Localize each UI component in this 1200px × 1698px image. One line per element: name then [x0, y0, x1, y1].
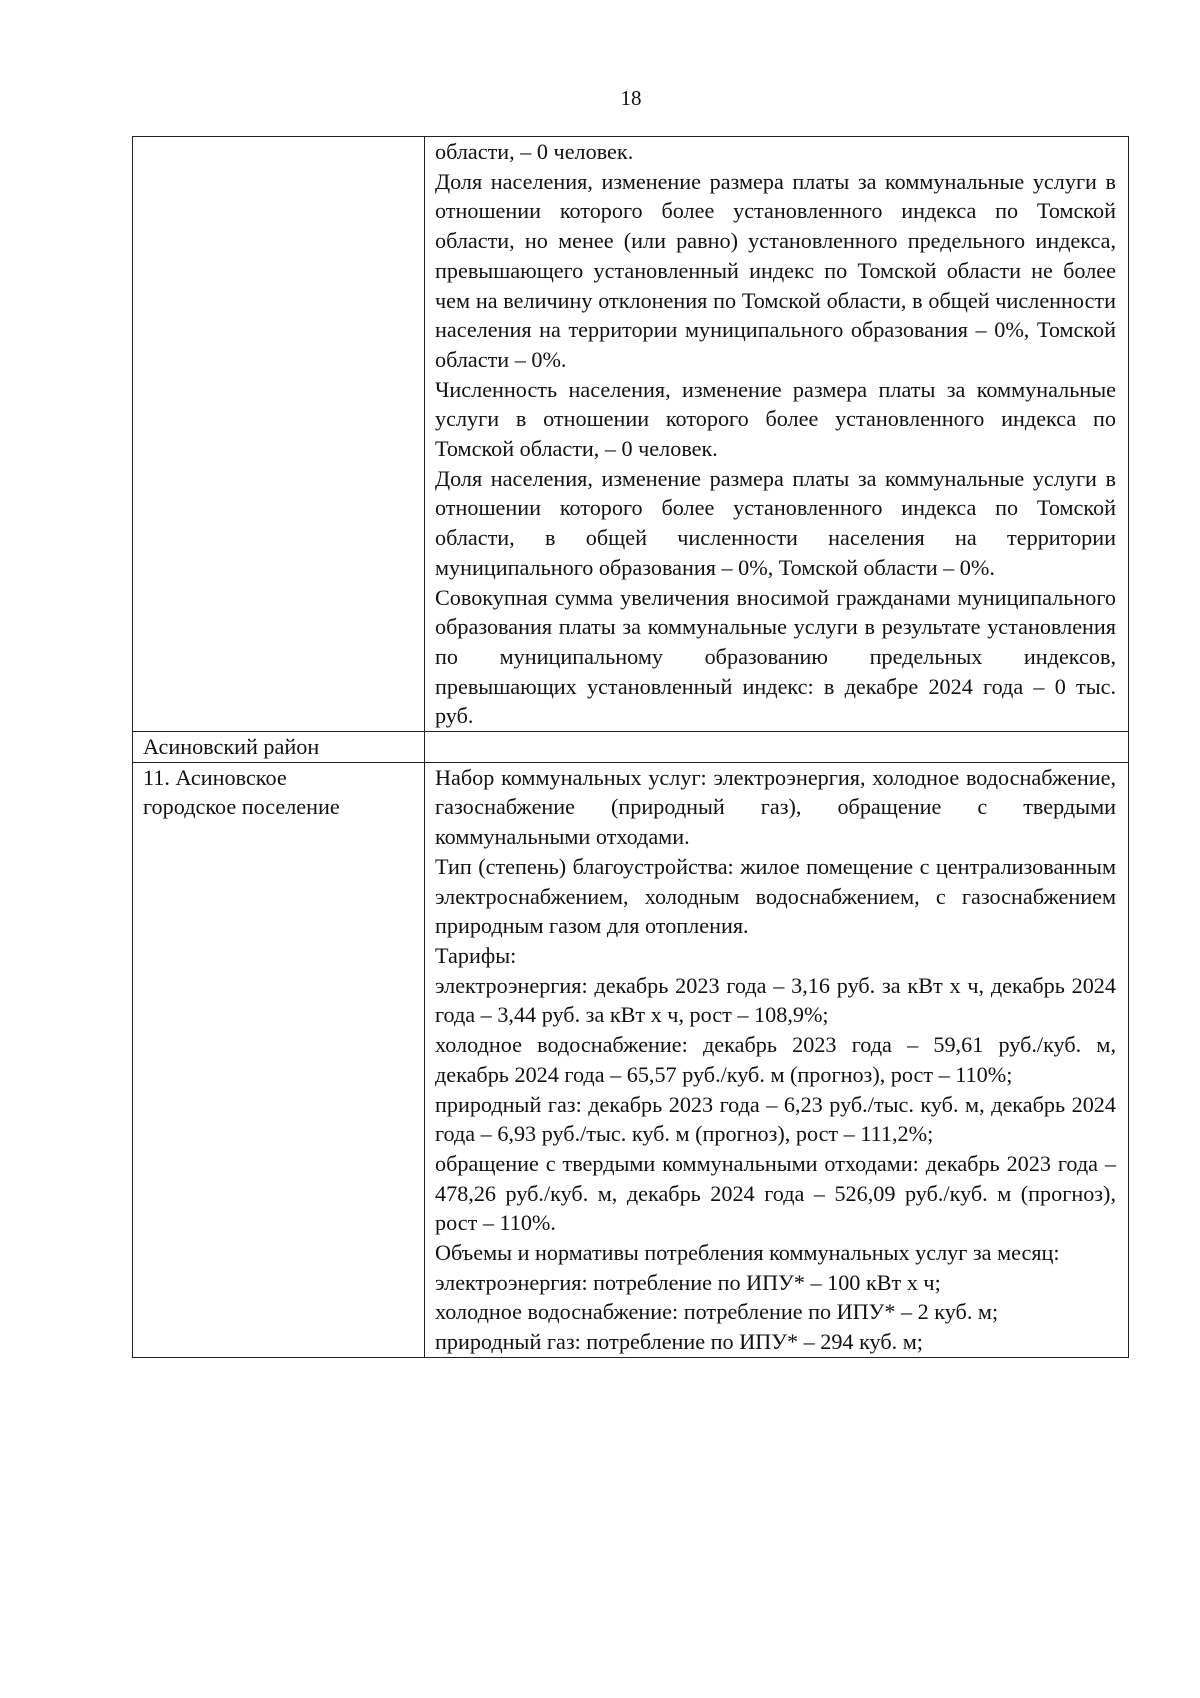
table-row: [133, 732, 1129, 763]
paragraph: Тарифы:: [435, 942, 517, 968]
paragraph: Набор коммунальных услуг: электроэнергия, холодное водоснабжение, газоснабжение (природный газ), обращение с твердыми коммунальными отходами.: [435, 764, 1116, 850]
paragraph: холодное водоснабжение: декабрь 2023 года – 59,61 руб./куб. м, декабрь 2024 года – 65,57 руб./куб. м (прогноз), рост – 110%;: [435, 1032, 1116, 1087]
paragraph: Численность населения, изменение размера платы за коммунальные услуги в отношении которого более установленного индекса по Томской области, – 0 человек.: [435, 376, 1116, 462]
municipality-table: [132, 136, 1129, 1358]
paragraph: природный газ: потребление по ИПУ* – 294 куб. м;: [435, 1329, 923, 1355]
paragraph: холодное водоснабжение: потребление по ИПУ* – 2 куб. м;: [435, 1299, 999, 1325]
paragraph: области, – 0 человек.: [435, 139, 634, 164]
paragraph: обращение с твердыми коммунальными отходами: декабрь 2023 года – 478,26 руб./куб. м, декабрь 2024 года – 526,09 руб./куб. м (прогноз), рост – 110%.: [435, 1150, 1116, 1236]
municipality-cell: [133, 762, 425, 1357]
paragraph: природный газ: декабрь 2023 года – 6,23 руб./тыс. куб. м, декабрь 2024 года – 6,93 руб./тыс. куб. м (прогноз), рост – 111,2%;: [435, 1091, 1116, 1147]
paragraph: Объемы и нормативы потребления коммунальных услуг за месяц:: [435, 1240, 1060, 1266]
paragraph: Доля населения, изменение размера платы за коммунальные услуги в отношении которого более установленного индекса по Томской области, но менее (или равно) установленного предельного индекса, превышающего установленный индекс по Томской области не более чем на величину отклонения по Томской области, в общей численности населения на территории муниципального образования – 0%, Томской области – 0%.: [435, 168, 1116, 372]
paragraph: Совокупная сумма увеличения вносимой гражданами муниципального образования платы за коммунальные услуги в результате установления по муниципальному образованию предельных индексов, превышающих установленный индекс: в декабре 2024 года – 0 тыс. руб.: [435, 584, 1116, 729]
paragraph: электроэнергия: декабрь 2023 года – 3,16 руб. за кВт х ч, декабрь 2024 года – 3,44 руб. за кВт х ч, рост – 108,9%;: [435, 972, 1116, 1028]
details-cell: [425, 762, 1129, 1357]
details-cell: [425, 732, 1129, 763]
table-row: [133, 762, 1129, 1357]
page-number: 18: [620, 86, 642, 110]
paragraph: Доля населения, изменение размера платы за коммунальные услуги в отношении которого более установленного индекса по Томской области, в общей численности населения на территории муниципального образования – 0%, Томской области – 0%.: [435, 465, 1116, 580]
district-cell: [133, 732, 425, 763]
district-name: Асиновский район: [143, 734, 320, 760]
table-row: [133, 137, 1129, 732]
municipality-name: городское поселение: [143, 794, 340, 820]
municipality-name: 11. Асиновское: [143, 764, 287, 790]
paragraph: Тип (степень) благоустройства: жилое помещение с централизованным электроснабжением, холодным водоснабжением, с газоснабжением природным газом для отопления.: [435, 853, 1116, 939]
municipality-cell: [133, 137, 425, 732]
details-cell: [425, 137, 1129, 732]
paragraph: электроэнергия: потребление по ИПУ* – 100 кВт х ч;: [435, 1269, 941, 1295]
